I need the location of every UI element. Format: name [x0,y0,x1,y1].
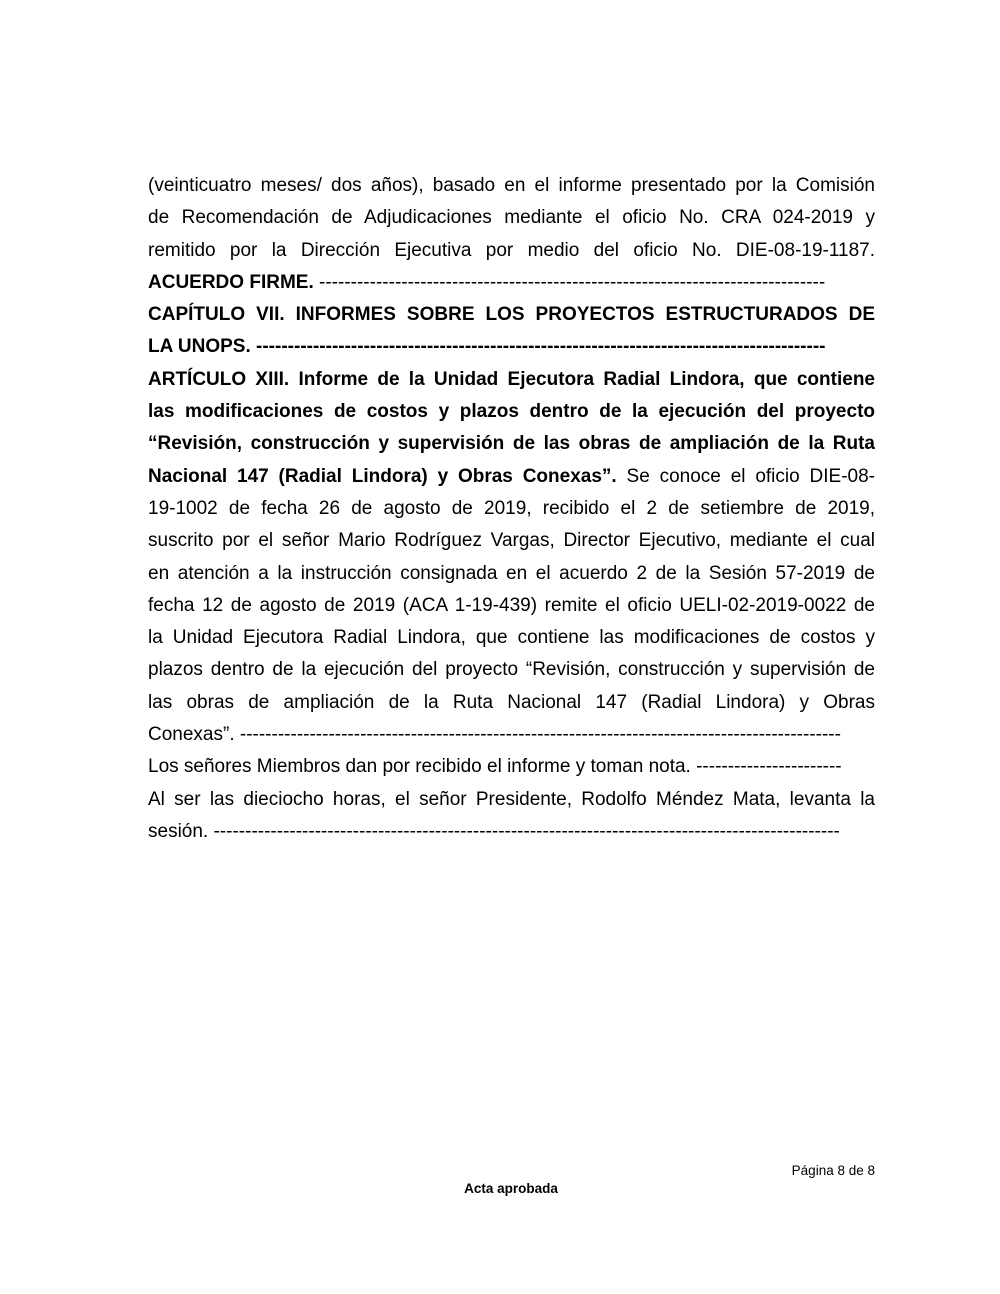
text-line [148,428,875,460]
text-line [148,202,875,234]
text-line [148,267,875,299]
text-segment: en atención a la instrucción consignada en el acuerdo 2 de la Sesión 57-2019 de [148,562,875,584]
text-line [148,525,875,557]
text-line [148,461,875,493]
text-line [148,299,875,331]
text-segment: remitido por la Dirección Ejecutiva por medio del oficio No. DIE-08-19-1187. [148,239,875,261]
text-line [148,622,875,654]
bold-text: ARTÍCULO XIII. Informe de la Unidad Ejecutora Radial Lindora, que contiene [148,368,875,390]
text-line [148,364,875,396]
text-line [148,687,875,719]
text-segment: Se conoce el oficio DIE-08- [616,465,875,487]
text-line [148,331,875,363]
text-segment: (veinticuatro meses/ dos años), basado en el informe presentado por la Comisión [148,175,875,196]
text-line [148,396,875,428]
text-line [148,170,875,202]
page-number: Página 8 de 8 [791,1163,875,1178]
bold-text: LA UNOPS. ------------------------------------------------------------------------------------------ [148,336,826,358]
text-line [148,235,875,267]
text-segment: Conexas”. ----------------------------------------------------------------------------------------------- [148,724,841,746]
bold-text: ACUERDO FIRME. [148,271,314,293]
text-line [148,590,875,622]
text-line [148,751,875,783]
bold-text: CAPÍTULO VII. INFORMES SOBRE LOS PROYECTOS ESTRUCTURADOS DE [148,304,875,326]
text-segment: fecha 12 de agosto de 2019 (ACA 1-19-439) remite el oficio UELI-02-2019-0022 de [148,594,875,616]
text-segment: plazos dentro de la ejecución del proyecto “Revisión, construcción y supervisión de [148,659,875,681]
text-line [148,816,875,848]
text-segment: Al ser las dieciocho horas, el señor Presidente, Rodolfo Méndez Mata, levanta la [148,788,875,810]
bold-text: Nacional 147 (Radial Lindora) y Obras Conexas”. [148,465,617,487]
text-segment: suscrito por el señor Mario Rodríguez Vargas, Director Ejecutivo, mediante el cual [148,530,875,552]
text-segment: Los señores Miembros dan por recibido el informe y toman nota. ----------------------- [148,756,842,778]
text-segment: -------------------------------------------------------------------------------- [313,271,826,293]
text-segment: sesión. --------------------------------------------------------------------------------------------------- [148,820,840,842]
text-line [148,558,875,590]
text-line [148,719,875,751]
text-segment: de Recomendación de Adjudicaciones mediante el oficio No. CRA 024-2019 y [148,207,875,229]
text-line [148,784,875,816]
bold-text: las modificaciones de costos y plazos dentro de la ejecución del proyecto [148,401,875,423]
text-segment: la Unidad Ejecutora Radial Lindora, que contiene las modificaciones de costos y [148,627,875,649]
bold-text: “Revisión, construcción y supervisión de las obras de ampliación de la Ruta [148,433,875,455]
document-body [148,170,875,848]
text-segment: las obras de ampliación de la Ruta Nacional 147 (Radial Lindora) y Obras [148,691,875,713]
approval-status: Acta aprobada [464,1181,558,1196]
text-line [148,493,875,525]
text-segment: 19-1002 de fecha 26 de agosto de 2019, recibido el 2 de setiembre de 2019, [148,497,875,519]
text-line [148,654,875,686]
